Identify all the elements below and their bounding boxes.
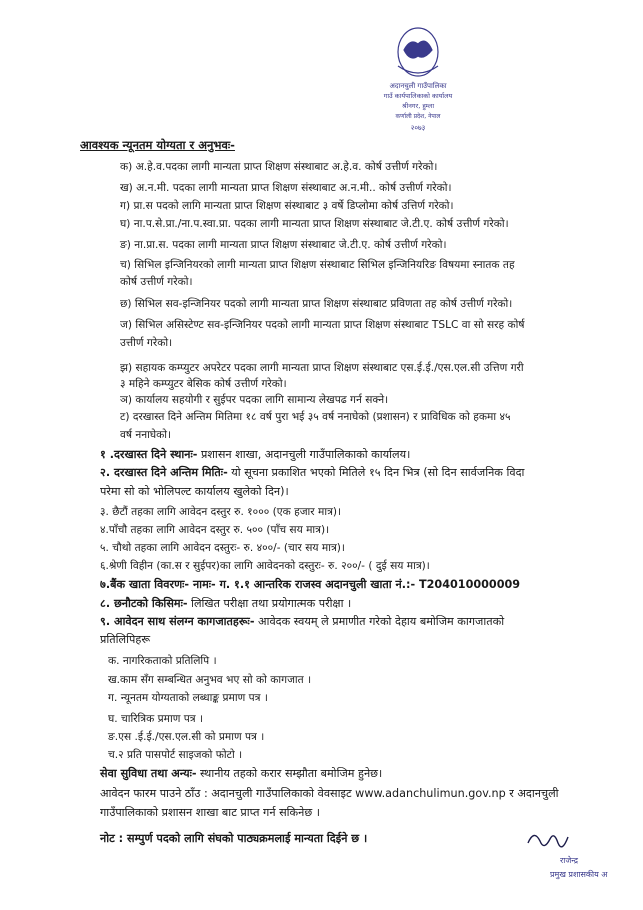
bank-details (100, 578, 520, 592)
document-see-slc: ङ.एस .ई.ई./एस.एल.सी को प्रमाण पत्र । (108, 731, 265, 743)
bank-details-value: नामः- ग. १.१ आन्तरिक राजस्व अदानचुली खाता नं.:- T204010000009 (189, 578, 521, 591)
stamp-seal-icon (370, 10, 466, 138)
fee-level6: ३. छैटौं तहका लागि आवेदन दस्तुर रु. १००० (एक हजार मात्र)। (100, 506, 342, 518)
qualification-chha: छ) सिभिल सव-इन्जिनियर पदको लागी मान्यता प्राप्त शिक्षण संस्थाबाट प्रविणता तह कोर्ष उत्तीर्ण गरेको। (120, 298, 513, 310)
qualification-jha-line1: झ) सहायक कम्प्युटर अपरेटर पदका लागी मान्यता प्राप्त शिक्षण संस्थाबाट एस.ई.ई./एस.एल.सी उत्तिण गरी (120, 362, 524, 374)
attachments-label: ९. आवेदन साथ संलग्न कागजातहरूः- (100, 615, 255, 628)
qualification-ja-line1: ज) सिभिल असिस्टेण्ट सव-इन्जिनियर पदको लागी मान्यता प्राप्त शिक्षण संस्थाबाट TSLC वा सो सरह कोर्ष (120, 319, 525, 331)
note: नोट : सम्पुर्ण पदको लागि संघको पाठ्यक्रमलाई मान्यता दिईने छ । (100, 832, 368, 845)
attachments-line2: प्रतिलिपिहरू (100, 633, 151, 646)
service-benefits-value: स्थानीय तहको करार सम्झौता बमोजिम हुनेछ। (196, 767, 383, 780)
qualification-nga: ङ) ना.प्रा.स. पदका लागी मान्यता प्राप्त शिक्षण संस्थाबाट जे.टी.ए. कोर्ष उत्तीर्ण गरेको। (120, 239, 447, 251)
signature-line2: प्रमुख प्रशासकीय अ (550, 870, 608, 879)
deadline-line1 (100, 466, 524, 480)
document-experience: ख.काम सँग सम्बन्धित अनुभव भए सो को कागजात । (108, 674, 312, 686)
application-place-value: प्रशासन शाखा, अदानचुली गाउँपालिकाको कार्यालय। (197, 448, 411, 461)
application-place (100, 448, 410, 462)
deadline-label: २. दरखास्त दिने अन्तिम मितिः- (100, 466, 228, 479)
stamp-line2: गाउँ कार्यपालिकाको कार्यालय (383, 92, 453, 100)
qualification-heading: आवश्यक न्यूनतम योग्यता र अनुभवः- (80, 138, 235, 152)
stamp-year: २०७३ (410, 124, 426, 132)
service-benefits (100, 767, 382, 781)
signature-icon (520, 825, 630, 885)
form-availability-line1: आवेदन फारम पाउने ठाँउ : अदानचुली गाउँपालिकाको वेवसाइट www.adanchulimun.gov.np र अदानचुली (100, 787, 559, 800)
document-marksheet: ग. न्यूनतम योग्यताको लब्धाङ्क प्रमाण पत्र । (108, 692, 268, 704)
attachments-value: आवेदक स्वयम् ले प्रमाणीत गरेको देहाय बमोजिम कागजातको (254, 615, 505, 628)
application-place-label: १ .दरखास्त दिने स्थानः- (100, 448, 198, 461)
signature-line1: राजेन्द्र (560, 856, 578, 865)
selection-type (100, 597, 351, 611)
municipality-stamp (370, 10, 466, 138)
qualification-jha-line2: ३ महिने कम्प्युटर बेसिक कोर्ष उत्तीर्ण गरेको। (120, 378, 287, 390)
qualification-ta-line1: ट) दरखास्त दिने अन्तिम मितिमा १८ वर्ष पुरा भई ३५ वर्ष ननाघेको (प्रशासन) र प्राविधिक को हकमा ४५ (120, 411, 511, 423)
deadline-line2: परेमा सो को भोलिपल्ट कार्यालय खुलेको दिन)। (100, 485, 289, 498)
qualification-cha-line1: च) सिभिल इन्जिनियरको लागी मान्यता प्राप्त शिक्षण संस्थाबाट सिभिल इन्जिनियरिङ विषयमा स्नातक तह (120, 259, 515, 271)
qualification-ja-line2: उत्तीर्ण गरेको। (120, 337, 173, 349)
qualification-ga: ग) प्रा.स पदको लागि मान्यता प्राप्त शिक्षण संस्थाबाट ३ वर्षे डिप्लोमा कोर्ष उत्तिर्ण गरेको। (120, 200, 454, 212)
fee-level5: ४.पाँचौ तहका लागि आवेदन दस्तुर रु. ५०० (पाँच सय मात्र)। (100, 524, 330, 536)
document-citizenship: क. नागरिकताको प्रतिलिपि । (108, 655, 217, 667)
attachments-line1 (100, 615, 504, 629)
service-benefits-label: सेवा सुविधा तथा अन्यः- (100, 767, 197, 780)
selection-type-value: लिखित परीक्षा तथा प्रयोगात्मक परीक्षा । (187, 597, 352, 610)
qualification-nya: ञ) कार्यालय सहयोगी र सुईपर पदका लागि सामान्य लेखपढ गर्न सक्ने। (120, 394, 389, 406)
qualification-cha-line2: कोर्ष उत्तीर्ण गरेको। (120, 276, 193, 288)
qualification-ta-line2: वर्ष ननाघेको। (120, 429, 172, 441)
selection-type-label: ८. छनौटको किसिमः- (100, 597, 188, 610)
qualification-kha: ख) अ.न.मी. पदका लागी मान्यता प्राप्त शिक्षण संस्थाबाट अ.न.मी.. कोर्ष उत्तीर्ण गरेको। (120, 182, 452, 194)
fee-level4: ५. चौथो तहका लागि आवेदन दस्तुरः- रु. ४००/- (चार सय मात्र)। (100, 542, 345, 554)
fee-unclassified: ६.श्रेणी विहीन (का.स र सुईपर)का लागि आवेदनको दस्तुरः- रु. २००/- ( दुई सय मात्र)। (100, 560, 430, 572)
document-character: घ. चारित्रिक प्रमाण पत्र । (108, 713, 204, 725)
stamp-line3: श्रीनगर, हुम्ला (401, 102, 435, 110)
signature-stamp (520, 825, 630, 885)
form-availability-line2: गाउँपालिकाको प्रशासन शाखा बाट प्राप्त गर्न सकिनेछ । (100, 806, 320, 819)
bank-details-label: ७.बैंक खाता विवरणः- (100, 578, 190, 591)
qualification-ka: क) अ.हे.व.पदका लागी मान्यता प्राप्त शिक्षण संस्थाबाट अ.हे.व. कोर्ष उत्तीर्ण गरेको। (120, 161, 438, 173)
document-photo: च.२ प्रति पासपोर्ट साइजको फोटो । (108, 749, 243, 761)
stamp-line4: कर्णाली प्रदेश, नेपाल (395, 113, 441, 120)
stamp-line1: अदानचुली गाउँपालिका (389, 82, 447, 90)
qualification-gha: घ) ना.प.से.प्रा./ना.प.स्वा.प्रा. पदका लागी मान्यता प्राप्त शिक्षण संस्थाबाट जे.टी.ए. कोर्ष उत्तीर्ण गरेको। (120, 218, 509, 230)
deadline-value: यो सूचना प्रकाशित भएको मितिले १५ दिन भित्र (सो दिन सार्वजनिक विदा (227, 466, 525, 479)
